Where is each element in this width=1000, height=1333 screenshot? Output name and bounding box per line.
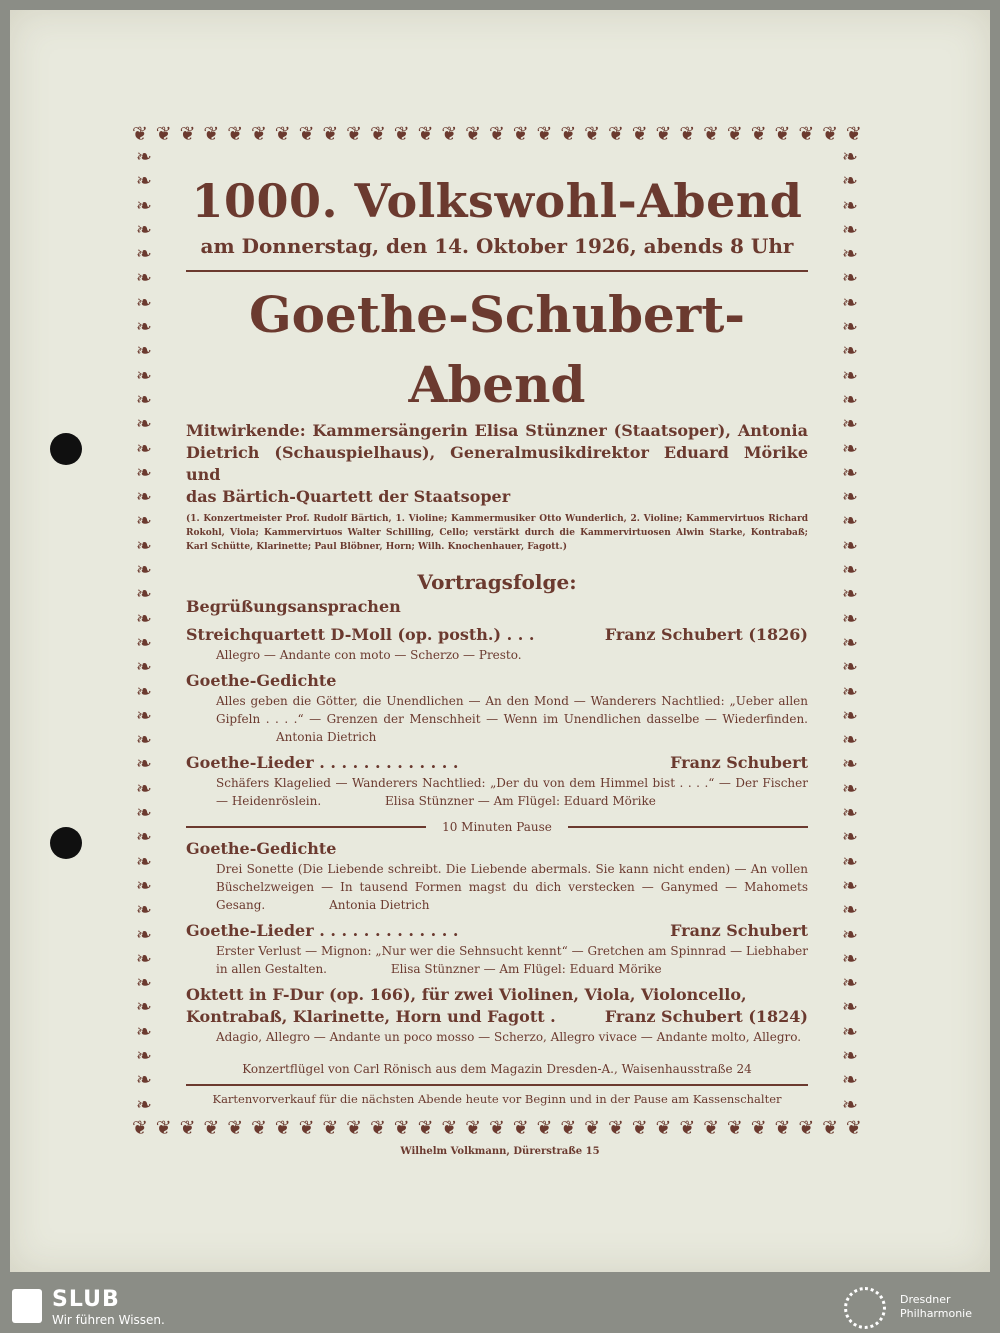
leaf-ornament-icon: ❦ — [703, 1117, 720, 1139]
leaf-ornament-icon: ❧ — [136, 388, 152, 411]
leaf-ornament-icon: ❧ — [136, 413, 152, 436]
leaf-ornament-icon: ❧ — [842, 850, 858, 873]
leaf-ornament-icon: ❧ — [136, 972, 152, 995]
leaf-ornament-icon: ❧ — [136, 510, 152, 533]
leaf-ornament-icon: ❦ — [465, 1117, 482, 1139]
leaf-ornament-icon: ❦ — [536, 123, 553, 145]
greeting: Begrüßungsansprachen — [186, 597, 401, 616]
leaf-ornament-icon: ❧ — [842, 291, 858, 314]
leaf-ornament-icon: ❧ — [842, 486, 858, 509]
leaf-ornament-icon: ❧ — [136, 461, 152, 484]
leaf-ornament-icon: ❦ — [631, 1117, 648, 1139]
leaf-ornament-icon: ❦ — [845, 123, 862, 145]
leaf-ornament-icon: ❦ — [679, 1117, 696, 1139]
leaf-ornament-icon: ❧ — [842, 146, 858, 168]
leaf-ornament-icon: ❧ — [136, 607, 152, 630]
leaf-ornament-icon: ❧ — [842, 656, 858, 679]
leaf-ornament-icon: ❧ — [842, 170, 858, 193]
item-composer: Franz Schubert (1826) — [604, 625, 808, 644]
item-title: Goethe-Lieder . . . . . . . . . . . . . — [186, 921, 459, 940]
leaf-ornament-icon: ❧ — [842, 194, 858, 217]
leaf-ornament-icon: ❧ — [842, 729, 858, 752]
divider — [186, 270, 808, 272]
leaf-ornament-icon: ❦ — [750, 123, 767, 145]
leaf-ornament-icon: ❦ — [465, 123, 482, 145]
program-item — [186, 624, 808, 664]
leaf-ornament-icon: ❧ — [842, 704, 858, 727]
item-title: Streichquartett D-Moll (op. posth.) . . . — [186, 625, 535, 644]
leaf-ornament-icon: ❦ — [203, 1117, 220, 1139]
leaf-ornament-icon: ❧ — [136, 364, 152, 387]
leaf-ornament-icon: ❧ — [136, 437, 152, 460]
item-detail: Erster Verlust — Mignon: „Nur wer die Sehnsucht kennt“ — Gretchen am Spinnrad — Liebhaber in allen Gestalten. — [216, 944, 808, 976]
leaf-ornament-icon: ❦ — [393, 123, 410, 145]
leaf-ornament-icon: ❧ — [842, 753, 858, 776]
leaf-ornament-icon: ❦ — [584, 123, 601, 145]
leaf-ornament-icon: ❦ — [417, 1117, 434, 1139]
ornament-border-right — [838, 146, 862, 1116]
divider — [186, 1084, 808, 1086]
leaf-ornament-icon: ❧ — [136, 704, 152, 727]
leaf-ornament-icon: ❧ — [842, 972, 858, 995]
leaf-ornament-icon: ❦ — [441, 123, 458, 145]
leaf-ornament-icon: ❧ — [136, 656, 152, 679]
leaf-ornament-icon: ❧ — [136, 874, 152, 897]
leaf-ornament-icon: ❧ — [842, 1020, 858, 1043]
leaf-ornament-icon: ❧ — [136, 316, 152, 339]
item-title: Goethe-Gedichte — [186, 839, 337, 858]
leaf-ornament-icon: ❦ — [322, 123, 339, 145]
leaf-ornament-icon: ❧ — [136, 729, 152, 752]
leaf-ornament-icon: ❦ — [203, 123, 220, 145]
leaf-ornament-icon: ❧ — [136, 826, 152, 849]
leaf-ornament-icon: ❦ — [274, 1117, 291, 1139]
item-detail: Allegro — Andante con moto — Scherzo — Presto. — [216, 648, 522, 662]
pause-label: 10 Minuten Pause — [442, 820, 552, 834]
leaf-ornament-icon: ❦ — [798, 123, 815, 145]
leaf-ornament-icon: ❧ — [842, 1093, 858, 1116]
program-item-octet — [186, 984, 808, 1046]
leaf-ornament-icon: ❦ — [179, 1117, 196, 1139]
quartet-members: (1. Konzertmeister Prof. Rudolf Bärtich, 1. Violine; Kammermusiker Otto Wunderlich, 2. Violine; Kammervirtuos Richard Rokohl, Viola; Kammervirtuos Walter Schilling, Cello; verstärkt durch die Kammervirtuosen Alwin Starke, Kontrabaß; Karl Schütte, Klarinette; Paul Blöbner, Horn; Wilh. Knochenhauer, Fagott.) — [186, 514, 808, 552]
leaf-ornament-icon: ❦ — [607, 123, 624, 145]
leaf-ornament-icon: ❦ — [726, 123, 743, 145]
ornament-border-bottom — [132, 1116, 862, 1140]
leaf-ornament-icon: ❧ — [842, 316, 858, 339]
leaf-ornament-icon: ❧ — [842, 826, 858, 849]
leaf-ornament-icon: ❦ — [822, 1117, 839, 1139]
program-content — [186, 170, 808, 1108]
program-item — [186, 838, 808, 914]
leaf-ornament-icon: ❦ — [179, 123, 196, 145]
pause-divider — [186, 820, 808, 834]
leaf-ornament-icon: ❦ — [845, 1117, 862, 1139]
leaf-ornament-icon: ❧ — [136, 996, 152, 1019]
leaf-ornament-icon: ❧ — [136, 243, 152, 266]
item-credit: Antonia Dietrich — [329, 898, 430, 912]
leaf-ornament-icon: ❧ — [842, 680, 858, 703]
leaf-ornament-icon: ❧ — [842, 874, 858, 897]
leaf-ornament-icon: ❧ — [136, 218, 152, 241]
leaf-ornament-icon: ❦ — [774, 1117, 791, 1139]
leaf-ornament-icon: ❧ — [842, 1044, 858, 1067]
leaf-ornament-icon: ❦ — [132, 1117, 148, 1139]
leaf-ornament-icon: ❧ — [842, 996, 858, 1019]
leaf-ornament-icon: ❦ — [393, 1117, 410, 1139]
item-detail: Drei Sonette (Die Liebende schreibt. Die Liebende abermals. Sie kann nicht enden) — An vollen Büschelzweigen — In tausend Formen magst du dich verstecken — Ganymed — Mahomets Gesang. — [216, 862, 808, 912]
ornament-border-top — [132, 122, 862, 146]
leaf-ornament-icon: ❦ — [132, 123, 148, 145]
leaf-ornament-icon: ❧ — [842, 510, 858, 533]
item-detail: Adagio, Allegro — Andante un poco mosso — Scherzo, Allegro vivace — Andante molto, Allegro. — [216, 1030, 802, 1044]
leaf-ornament-icon: ❦ — [417, 123, 434, 145]
leaf-ornament-icon: ❧ — [842, 243, 858, 266]
leaf-ornament-icon: ❦ — [560, 123, 577, 145]
leaf-ornament-icon: ❧ — [842, 388, 858, 411]
leaf-ornament-icon: ❦ — [488, 1117, 505, 1139]
leaf-ornament-icon: ❧ — [842, 899, 858, 922]
leaf-ornament-icon: ❧ — [136, 1044, 152, 1067]
punch-hole — [50, 433, 82, 465]
leaf-ornament-icon: ❦ — [274, 123, 291, 145]
leaf-ornament-icon: ❦ — [679, 123, 696, 145]
leaf-ornament-icon: ❦ — [536, 1117, 553, 1139]
leaf-ornament-icon: ❧ — [842, 364, 858, 387]
leaf-ornament-icon: ❦ — [369, 1117, 386, 1139]
leaf-ornament-icon: ❧ — [842, 802, 858, 825]
leaf-ornament-icon: ❦ — [250, 123, 267, 145]
slub-name[interactable]: SLUB — [52, 1287, 120, 1312]
leaf-ornament-icon: ❦ — [298, 1117, 315, 1139]
leaf-ornament-icon: ❦ — [655, 1117, 672, 1139]
leaf-ornament-icon: ❦ — [774, 123, 791, 145]
leaf-ornament-icon: ❦ — [703, 123, 720, 145]
program-item — [186, 752, 808, 810]
event-date: am Donnerstag, den 14. Oktober 1926, abends 8 Uhr — [200, 234, 794, 258]
leaf-ornament-icon: ❧ — [136, 1020, 152, 1043]
item-title: Goethe-Gedichte — [186, 671, 337, 690]
leaf-ornament-icon: ❦ — [227, 123, 244, 145]
leaf-ornament-icon: ❦ — [322, 1117, 339, 1139]
page-title: 1000. Volkswohl-Abend — [191, 174, 803, 228]
leaf-ornament-icon: ❧ — [136, 340, 152, 363]
leaf-ornament-icon: ❦ — [560, 1117, 577, 1139]
leaf-ornament-icon: ❧ — [842, 413, 858, 436]
leaf-ornament-icon: ❧ — [136, 947, 152, 970]
cast-list: Mitwirkende: Kammersängerin Elisa Stünzner (Staatsoper), Antonia Dietrich (Schauspielhaus), Generalmusikdirektor Eduard Mörike und — [186, 421, 808, 484]
leaf-ornament-icon: ❧ — [842, 607, 858, 630]
leaf-ornament-icon: ❧ — [136, 534, 152, 557]
leaf-ornament-icon: ❦ — [298, 123, 315, 145]
branding-band — [0, 1283, 1000, 1333]
philharmonie-line2: Philharmonie — [900, 1307, 972, 1320]
leaf-ornament-icon: ❦ — [441, 1117, 458, 1139]
leaf-ornament-icon: ❦ — [584, 1117, 601, 1139]
ticket-note: Kartenvorverkauf für die nächsten Abende heute vor Beginn und in der Pause am Kassenschalter — [212, 1092, 782, 1106]
leaf-ornament-icon: ❧ — [136, 802, 152, 825]
leaf-ornament-icon: ❦ — [726, 1117, 743, 1139]
leaf-ornament-icon: ❧ — [136, 486, 152, 509]
leaf-ornament-icon: ❧ — [842, 218, 858, 241]
leaf-ornament-icon: ❧ — [842, 267, 858, 290]
leaf-ornament-icon: ❧ — [136, 923, 152, 946]
leaf-ornament-icon: ❦ — [512, 1117, 529, 1139]
leaf-ornament-icon: ❧ — [136, 267, 152, 290]
leaf-ornament-icon: ❧ — [842, 534, 858, 557]
leaf-ornament-icon: ❧ — [842, 923, 858, 946]
leaf-ornament-icon: ❦ — [250, 1117, 267, 1139]
leaf-ornament-icon: ❧ — [842, 1069, 858, 1092]
leaf-ornament-icon: ❦ — [346, 1117, 363, 1139]
quartet-name: das Bärtich-Quartett der Staatsoper — [186, 487, 511, 506]
leaf-ornament-icon: ❦ — [655, 123, 672, 145]
slub-tagline: Wir führen Wissen. — [52, 1313, 165, 1327]
leaf-ornament-icon: ❧ — [136, 899, 152, 922]
leaf-ornament-icon: ❧ — [842, 559, 858, 582]
leaf-ornament-icon: ❧ — [136, 291, 152, 314]
item-composer: Franz Schubert (1824) — [604, 1007, 808, 1026]
leaf-ornament-icon: ❦ — [798, 1117, 815, 1139]
leaf-ornament-icon: ❧ — [136, 850, 152, 873]
leaf-ornament-icon: ❧ — [842, 340, 858, 363]
leaf-ornament-icon: ❦ — [607, 1117, 624, 1139]
item-detail: Schäfers Klagelied — Wanderers Nachtlied: „Der du von dem Himmel bist . . . .“ — Der Fischer — Heidenröslein. — [216, 776, 808, 808]
item-title: Goethe-Lieder . . . . . . . . . . . . . — [186, 753, 459, 772]
leaf-ornament-icon: ❧ — [136, 631, 152, 654]
punch-hole — [50, 827, 82, 859]
leaf-ornament-icon: ❧ — [136, 194, 152, 217]
leaf-ornament-icon: ❦ — [631, 123, 648, 145]
leaf-ornament-icon: ❦ — [488, 123, 505, 145]
program-item — [186, 670, 808, 746]
event-title: Goethe-Schubert-Abend — [248, 285, 746, 414]
leaf-ornament-icon: ❧ — [842, 947, 858, 970]
leaf-ornament-icon: ❧ — [136, 753, 152, 776]
leaf-ornament-icon: ❧ — [136, 680, 152, 703]
leaf-ornament-icon: ❧ — [136, 559, 152, 582]
leaf-ornament-icon: ❦ — [155, 1117, 172, 1139]
octet-title: Oktett in F-Dur (op. 166), für zwei Violinen, Viola, Violoncello, — [186, 985, 747, 1004]
leaf-ornament-icon: ❧ — [136, 1093, 152, 1116]
leaf-ornament-icon: ❧ — [842, 437, 858, 460]
leaf-ornament-icon: ❦ — [227, 1117, 244, 1139]
leaf-ornament-icon: ❧ — [136, 1069, 152, 1092]
leaf-ornament-icon: ❧ — [136, 170, 152, 193]
philharmonie-name[interactable] — [900, 1293, 972, 1321]
slub-logo-icon[interactable] — [12, 1289, 42, 1323]
item-composer: Franz Schubert — [670, 921, 808, 940]
leaf-ornament-icon: ❧ — [842, 777, 858, 800]
leaf-ornament-icon: ❦ — [750, 1117, 767, 1139]
item-detail: Alles geben die Götter, die Unendlichen — An den Mond — Wanderers Nachtlied: „Ueber allen Gipfeln . . . .“ — Grenzen der Menschheit — Wenn im Unendlichen dasselbe — Wiederfinden. — [216, 694, 808, 726]
leaf-ornament-icon: ❧ — [136, 777, 152, 800]
philharmonie-line1: Dresdner — [900, 1293, 951, 1306]
leaf-ornament-icon: ❧ — [842, 583, 858, 606]
leaf-ornament-icon: ❦ — [369, 123, 386, 145]
program-heading: Vortragsfolge: — [417, 570, 577, 594]
program-item — [186, 920, 808, 978]
item-credit: Elisa Stünzner — Am Flügel: Eduard Mörike — [390, 962, 662, 976]
octet-title-cont: Kontrabaß, Klarinette, Horn und Fagott . — [186, 1007, 556, 1026]
leaf-ornament-icon: ❧ — [842, 461, 858, 484]
piano-note: Konzertflügel von Carl Rönisch aus dem Magazin Dresden-A., Waisenhausstraße 24 — [242, 1062, 752, 1076]
leaf-ornament-icon: ❦ — [346, 123, 363, 145]
leaf-ornament-icon: ❧ — [136, 146, 152, 168]
leaf-ornament-icon: ❧ — [842, 631, 858, 654]
printer-imprint: Wilhelm Volkmann, Dürerstraße 15 — [400, 1146, 600, 1157]
item-credit: Elisa Stünzner — Am Flügel: Eduard Mörike — [385, 794, 656, 808]
item-credit: Antonia Dietrich — [276, 730, 377, 744]
leaf-ornament-icon: ❦ — [512, 123, 529, 145]
philharmonie-logo-icon[interactable] — [844, 1287, 886, 1329]
leaf-ornament-icon: ❦ — [155, 123, 172, 145]
leaf-ornament-icon: ❧ — [136, 583, 152, 606]
leaf-ornament-icon: ❦ — [822, 123, 839, 145]
ornament-border-left — [132, 146, 156, 1116]
item-composer: Franz Schubert — [670, 753, 808, 772]
